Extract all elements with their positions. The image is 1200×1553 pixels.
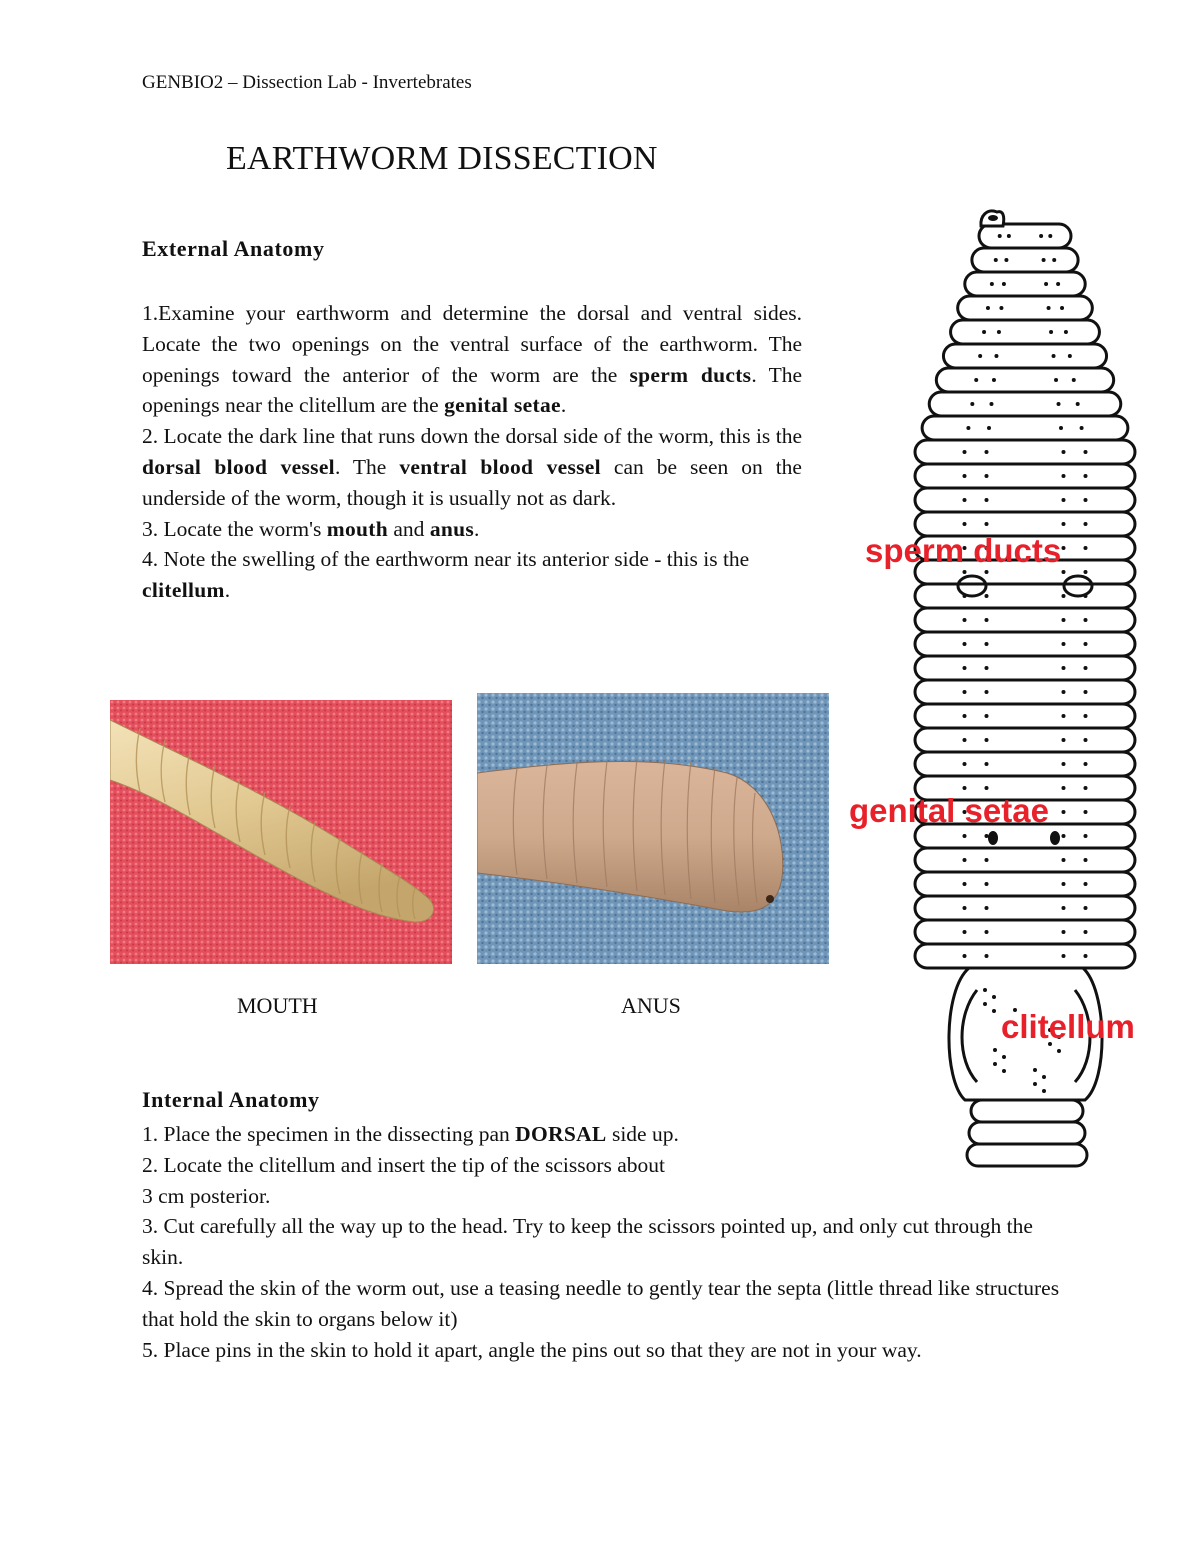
worm-seta-dot	[1084, 906, 1088, 910]
worm-seta-dot	[1062, 858, 1066, 862]
worm-seta-dot	[985, 930, 989, 934]
worm-seta-dot	[1042, 258, 1046, 262]
worm-seta-dot	[963, 954, 967, 958]
worm-seta-dot	[1084, 930, 1088, 934]
worm-seta-dot	[1084, 858, 1088, 862]
worm-seta-dot	[1054, 378, 1058, 382]
mouth-photo	[110, 700, 452, 964]
worm-seta-dot	[1062, 642, 1066, 646]
worm-seta-dot	[1062, 546, 1066, 550]
worm-segment	[915, 920, 1135, 944]
worm-segment	[915, 608, 1135, 632]
worm-seta-dot	[963, 882, 967, 886]
worm-seta-dot	[1076, 402, 1080, 406]
worm-seta-dot	[1084, 810, 1088, 814]
internal-anatomy-heading: Internal Anatomy	[142, 1087, 320, 1112]
worm-seta-dot	[1047, 306, 1051, 310]
worm-segment	[915, 944, 1135, 968]
clitellum-dot	[1042, 1075, 1046, 1079]
worm-segment	[915, 752, 1135, 776]
external-step-1: 1.Examine your earthworm and determine the dorsal and ventral sides. Locate the two openings on the ventral surface of the earthworm. The openings toward the anterior of the worm are the sperm ducts. The openings near the clitellum are the genital setae.	[142, 301, 802, 418]
worm-seta-dot	[985, 714, 989, 718]
worm-segment	[972, 248, 1078, 272]
earthworm-diagram	[845, 200, 1165, 1180]
worm-seta-dot	[970, 402, 974, 406]
worm-seta-dot	[963, 714, 967, 718]
worm-seta-dot	[1084, 882, 1088, 886]
worm-segment	[951, 320, 1100, 344]
worm-seta-dot	[985, 570, 989, 574]
worm-seta-dot	[1062, 666, 1066, 670]
clitellum-dot	[983, 1002, 987, 1006]
worm-seta-dot	[992, 378, 996, 382]
worm-seta-dot	[1062, 834, 1066, 838]
worm-seta-dot	[963, 906, 967, 910]
clitellum-dot	[993, 1062, 997, 1066]
worm-seta-dot	[1062, 618, 1066, 622]
internal-step-5: 5. Place pins in the skin to hold it apart, angle the pins out so that they are not in your way.	[142, 1337, 922, 1362]
external-step-2: 2. Locate the dark line that runs down the dorsal side of the worm, this is the dorsal blood vessel. The ventral blood vessel can be seen on the underside of the worm, though it is usually not as dark.	[142, 424, 802, 510]
anus-caption: ANUS	[621, 993, 681, 1018]
worm-segment	[915, 440, 1135, 464]
worm-seta-dot	[1084, 738, 1088, 742]
worm-seta-dot	[985, 666, 989, 670]
worm-seta-dot	[1052, 258, 1056, 262]
worm-seta-dot	[1062, 954, 1066, 958]
worm-seta-dot	[985, 594, 989, 598]
worm-seta-dot	[985, 450, 989, 454]
mouth-caption: MOUTH	[237, 993, 318, 1018]
worm-seta-dot	[963, 858, 967, 862]
worm-seta-dot	[982, 330, 986, 334]
worm-seta-dot	[1062, 738, 1066, 742]
worm-seta-dot	[1062, 810, 1066, 814]
worm-seta-dot	[1002, 282, 1006, 286]
clitellum-dot	[1033, 1068, 1037, 1072]
clitellum-dot	[1002, 1069, 1006, 1073]
worm-segment	[936, 368, 1113, 392]
worm-seta-dot	[978, 354, 982, 358]
worm-seta-dot	[1080, 426, 1084, 430]
worm-seta-dot	[1062, 570, 1066, 574]
worm-seta-dot	[1062, 522, 1066, 526]
worm-seta-dot	[985, 954, 989, 958]
worm-seta-dot	[963, 642, 967, 646]
worm-seta-dot	[1062, 882, 1066, 886]
worm-seta-dot	[963, 786, 967, 790]
worm-segment	[915, 848, 1135, 872]
worm-seta-dot	[963, 834, 967, 838]
worm-segment	[915, 488, 1135, 512]
worm-seta-dot	[985, 786, 989, 790]
worm-seta-dot	[985, 474, 989, 478]
worm-seta-dot	[963, 522, 967, 526]
worm-seta-dot	[1052, 354, 1056, 358]
worm-segment	[915, 680, 1135, 704]
worm-seta-dot	[994, 354, 998, 358]
worm-segment	[965, 272, 1085, 296]
worm-seta-dot	[989, 402, 993, 406]
worm-seta-dot	[1062, 594, 1066, 598]
worm-segment	[929, 392, 1121, 416]
clitellum-dot	[993, 1048, 997, 1052]
worm-seta-dot	[1062, 450, 1066, 454]
external-anatomy-steps	[142, 298, 802, 606]
worm-seta-dot	[963, 474, 967, 478]
clitellum-dot	[1033, 1082, 1037, 1086]
worm-seta-dot	[1064, 330, 1068, 334]
worm-seta-dot	[987, 426, 991, 430]
worm-seta-dot	[963, 570, 967, 574]
worm-seta-dot	[985, 834, 989, 838]
worm-seta-dot	[985, 858, 989, 862]
worm-segment	[915, 728, 1135, 752]
worm-seta-dot	[1062, 930, 1066, 934]
worm-seta-dot	[1007, 234, 1011, 238]
worm-seta-dot	[1084, 666, 1088, 670]
worm-seta-dot	[1084, 522, 1088, 526]
worm-seta-dot	[1059, 426, 1063, 430]
worm-seta-dot	[1056, 282, 1060, 286]
worm-segment	[979, 224, 1071, 248]
worm-seta-dot	[999, 306, 1003, 310]
worm-segment	[922, 416, 1128, 440]
anus-photo	[477, 693, 829, 964]
clitellum-dot	[1042, 1089, 1046, 1093]
clitellum-dot	[1002, 1055, 1006, 1059]
worm-segment	[915, 872, 1135, 896]
internal-step-2: 2. Locate the clitellum and insert the tip of the scissors about 3 cm posterior.	[142, 1152, 666, 1208]
worm-seta-dot	[985, 906, 989, 910]
worm-seta-dot	[963, 930, 967, 934]
clitellum-dot	[992, 1009, 996, 1013]
worm-seta-dot	[1084, 450, 1088, 454]
worm-seta-dot	[985, 762, 989, 766]
worm-seta-dot	[1039, 234, 1043, 238]
worm-seta-dot	[963, 690, 967, 694]
worm-segment	[943, 344, 1106, 368]
worm-seta-dot	[1004, 258, 1008, 262]
clitellum-dot	[992, 995, 996, 999]
worm-seta-dot	[1084, 714, 1088, 718]
worm-seta-dot	[1062, 906, 1066, 910]
worm-seta-dot	[1062, 498, 1066, 502]
genital-setae-label: genital setae	[849, 792, 1049, 829]
worm-seta-dot	[985, 690, 989, 694]
internal-step-4: 4. Spread the skin of the worm out, use a teasing needle to gently tear the septa (little thread like structures that hold the skin to organs below it)	[142, 1275, 1060, 1331]
worm-seta-dot	[1084, 762, 1088, 766]
worm-segment	[958, 296, 1093, 320]
clitellum-dot	[1057, 1049, 1061, 1053]
worm-seta-dot	[997, 330, 1001, 334]
worm-seta-dot	[985, 618, 989, 622]
page-title: EARTHWORM DISSECTION	[226, 140, 658, 177]
worm-seta-dot	[1084, 954, 1088, 958]
worm-seta-dot	[1084, 474, 1088, 478]
worm-segment	[915, 464, 1135, 488]
worm-seta-dot	[1062, 786, 1066, 790]
worm-seta-dot	[974, 378, 978, 382]
worm-seta-dot	[1062, 762, 1066, 766]
worm-segment	[915, 584, 1135, 608]
worm-seta-dot	[1048, 234, 1052, 238]
worm-seta-dot	[985, 498, 989, 502]
worm-seta-dot	[986, 306, 990, 310]
worm-seta-dot	[985, 522, 989, 526]
worm-seta-dot	[1084, 834, 1088, 838]
internal-anatomy-steps	[142, 1119, 1072, 1365]
worm-seta-dot	[1084, 618, 1088, 622]
worm-seta-dot	[966, 426, 970, 430]
worm-seta-dot	[1084, 546, 1088, 550]
worm-seta-dot	[1049, 330, 1053, 334]
worm-seta-dot	[994, 258, 998, 262]
external-anatomy-heading: External Anatomy	[142, 236, 325, 261]
worm-seta-dot	[963, 498, 967, 502]
worm-seta-dot	[985, 882, 989, 886]
internal-step-3: 3. Cut carefully all the way up to the head. Try to keep the scissors pointed up, and only cut through the skin.	[142, 1214, 1033, 1270]
worm-seta-dot	[1084, 690, 1088, 694]
worm-seta-dot	[985, 738, 989, 742]
worm-seta-dot	[1084, 642, 1088, 646]
clitellum-label: clitellum	[1001, 1008, 1135, 1045]
clitellum-dot	[983, 988, 987, 992]
worm-seta-dot	[1060, 306, 1064, 310]
worm-seta-dot	[998, 234, 1002, 238]
worm-seta-dot	[1084, 498, 1088, 502]
worm-seta-dot	[963, 666, 967, 670]
worm-seta-dot	[1057, 402, 1061, 406]
worm-seta-dot	[963, 450, 967, 454]
worm-seta-dot	[1062, 714, 1066, 718]
worm-segment	[915, 632, 1135, 656]
worm-seta-dot	[1062, 474, 1066, 478]
external-step-4: 4. Note the swelling of the earthworm near its anterior side - this is the clitellum.	[142, 547, 750, 603]
worm-seta-dot	[1068, 354, 1072, 358]
worm-seta-dot	[1062, 690, 1066, 694]
worm-seta-dot	[985, 642, 989, 646]
worm-seta-dot	[1084, 786, 1088, 790]
worm-seta-dot	[963, 618, 967, 622]
worm-seta-dot	[963, 738, 967, 742]
document-header: GENBIO2 – Dissection Lab - Invertebrates	[142, 72, 472, 93]
worm-seta-dot	[1072, 378, 1076, 382]
sperm-ducts-label: sperm ducts	[865, 532, 1062, 569]
worm-segment	[915, 896, 1135, 920]
worm-seta-dot	[963, 762, 967, 766]
external-step-3: 3. Locate the worm's mouth and anus.	[142, 516, 480, 541]
worm-segment	[915, 704, 1135, 728]
worm-seta-dot	[1084, 570, 1088, 574]
internal-step-1: 1. Place the specimen in the dissecting pan DORSAL side up.	[142, 1122, 679, 1146]
worm-seta-dot	[1044, 282, 1048, 286]
worm-seta-dot	[990, 282, 994, 286]
worm-segment	[915, 656, 1135, 680]
